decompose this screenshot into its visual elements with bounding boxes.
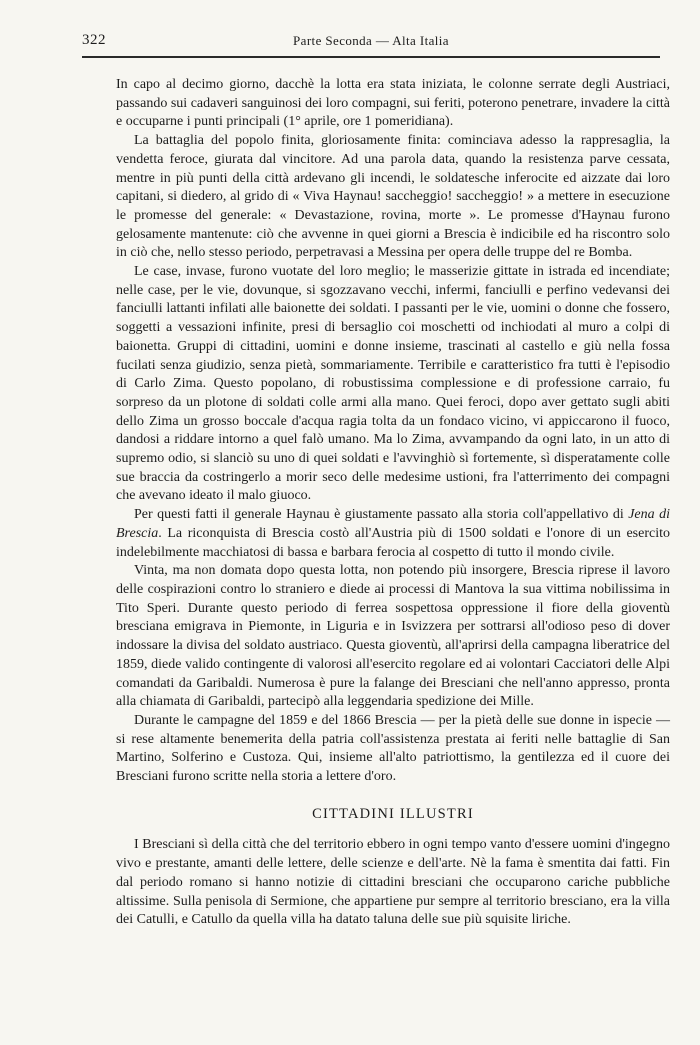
paragraph: I Bresciani sì della città che del territorio ebbero in ogni tempo vanto d'essere uomini d'ingegno vivo e prestante, amanti delle lettere, delle scienze e dell'arte. Nè la fama è smentita dai fatti. Fin dal periodo romano si hanno notizie di cittadini bresciani che occuparono cariche pubbliche altissime. Sulla penisola di Sermione, che appartiene pur sempre al territorio bresciano, era la villa dei Catulli, e Catullo da quella villa ha datato taluna delle sue più squisite liriche. xyxy=(116,837,670,928)
section-title: CITTADINI ILLUSTRI xyxy=(312,805,474,822)
page-body xyxy=(116,76,670,930)
paragraph: In capo al decimo giorno, dacchè la lotta era stata iniziata, le colonne serrate degli Austriaci, passando sui cadaveri sanguinosi dei loro compagni, sui feriti, poterono penetrare, invadere la città e occuparne i punti principali (1° aprile, ore 1 pomeridiana). xyxy=(116,77,670,130)
paragraph: La battaglia del popolo finita, gloriosamente finita: cominciava adesso la rappresaglia, la vendetta feroce, giurata dal vincitore. Ad una parola data, quando la resistenza parve cessata, mentre in più punti della città ardevano gli incendi, le soldatesche inferocite ed aizzate dai loro capitani, si diedero, al grido di « Viva Haynau! saccheggio! saccheggio! » a mettere in esecuzione le promesse del generale: « Devastazione, rovina, morte ». Le promesse d'Haynau furono gelosamente mantenute: ciò che avvenne in quei giorni a Brescia è indicibile ed ha riscontro solo in ciò che, nello stesso periodo, perpetravasi a Messina per opera delle truppe del re Bomba. xyxy=(116,133,670,261)
running-head: Parte Seconda — Alta Italia xyxy=(293,33,449,48)
italic-phrase: Jena di Brescia xyxy=(116,507,670,541)
paragraph xyxy=(116,506,670,562)
paragraph-text: Per questi fatti il generale Haynau è giustamente passato alla storia coll'appellativo di xyxy=(134,507,629,523)
paragraph: Le case, invase, furono vuotate del loro meglio; le masserizie gittate in istrada ed incendiate; nelle case, per le vie, dovunque, si sgozzavano vecchi, infermi, fanciulli e perfino vedevansi dei fanciulli lattanti infilati alle baionette dei soldati. I passanti per le vie, uomini o donne che fossero, soggetti a vessazioni infinite, presi di bersaglio coi moschetti od inchiodati al muro a colpi di baionetta. Gruppi di cittadini, uomini e donne insieme, trascinati al castello e giù nella fossa fucilati senza giudizio, senza pietà, sommariamente. Terribile e caratteristico fra tutti è l'episodio di Carlo Zima. Questo popolano, di robustissima complessione e di professione carraio, fu sorpreso da un plotone di soldati colle armi alla mano. Quei feroci, dopo aver gettato sugli abiti dello Zima un grosso boccale d'acqua ragia tolta da un fondaco vicino, vi appiccarono il fuoco, dandosi a riddare intorno a quel falò umano. Ma lo Zima, avvampando da ogni lato, in un atto di supremo odio, si slanciò su uno di quei soldati e l'avvinghiò sì fortemente, sì disperatamente colle sue braccia da costringerlo a morir seco delle medesime ustioni, fra l'atterrimento dei compagni che avevano ideato il malo giuoco. xyxy=(116,264,670,504)
page-header xyxy=(82,30,660,58)
paragraph: Vinta, ma non domata dopo questa lotta, non potendo più insorgere, Brescia riprese il lavoro delle cospirazioni contro lo straniero e diede ai processi di Mantova la sua vittima nobilissima in Tito Speri. Durante questo periodo di ferrea sospettosa oppressione il fiore della gioventù bresciana emigrava in Piemonte, in Liguria e in Isvizzera per sottrarsi all'odioso peso di dover indossare la divisa del soldato austriaco. Questa gioventù, all'aprirsi della campagna liberatrice del 1859, diede valido contingente di valorosi all'esercito regolare ed ai volontari Cacciatori delle Alpi comandati da Garibaldi. Numerosa è pure la falange dei Bresciani che nell'anno appresso, pronta alla chiamata di Garibaldi, partecipò alla leggendaria spedizione dei Mille. xyxy=(116,563,670,710)
paragraph-text: . La riconquista di Brescia costò all'Austria più di 1500 soldati e l'onore di un esercito indelebilmente macchiatosi di bassa e barbara ferocia al cospetto di tutto il mondo civile. xyxy=(116,525,670,560)
paragraph: Durante le campagne del 1859 e del 1866 Brescia — per la pietà delle sue donne in ispecie — si rese altamente benemerita della patria coll'assistenza prestata ai feriti nelle battaglie di San Martino, Solferino e Custoza. Qui, insieme all'alto patriottismo, la gentilezza ed il cuore dei Bresciani furono scritte nella storia a lettere d'oro. xyxy=(116,712,670,785)
page-number: 322 xyxy=(82,32,106,48)
